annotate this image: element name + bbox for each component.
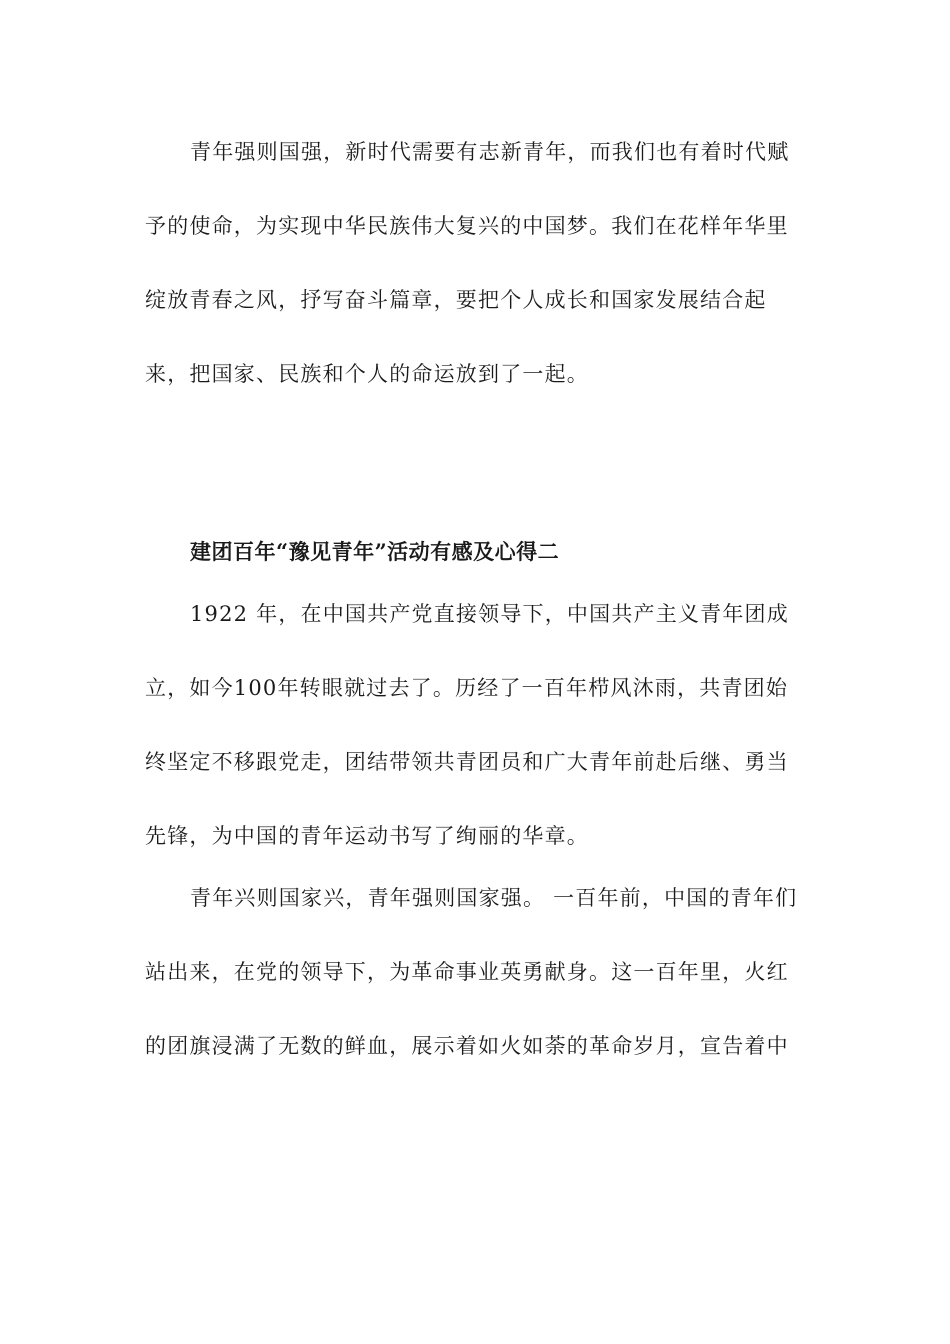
paragraph-line: 予的使命，为实现中华民族伟大复兴的中国梦。我们在花样年华里 — [145, 214, 789, 238]
paragraph-line: 青年兴则国家兴，青年强则国家强。 一百年前，中国的青年们 — [190, 886, 798, 910]
paragraph-line: 先锋，为中国的青年运动书写了绚丽的华章。 — [145, 824, 589, 848]
paragraph-line: 终坚定不移跟党走，团结带领共青团员和广大青年前赴后继、勇当 — [145, 750, 789, 774]
paragraph-line: 绽放青春之风，抒写奋斗篇章，要把个人成长和国家发展结合起 — [145, 288, 767, 312]
paragraph-line: 1922 年，在中国共产党直接领导下，中国共产主义青年团成 — [190, 602, 789, 626]
paragraph-line: 立，如今100年转眼就过去了。历经了一百年栉风沐雨，共青团始 — [145, 676, 789, 700]
section-heading: 建团百年“豫见青年”活动有感及心得二 — [190, 539, 560, 564]
paragraph-line: 站出来，在党的领导下，为革命事业英勇献身。这一百年里，火红 — [145, 960, 789, 984]
paragraph-line: 的团旗浸满了无数的鲜血，展示着如火如荼的革命岁月，宣告着中 — [145, 1034, 789, 1058]
paragraph-line: 青年强则国强，新时代需要有志新青年，而我们也有着时代赋 — [190, 140, 790, 164]
paragraph-line: 来，把国家、民族和个人的命运放到了一起。 — [145, 362, 589, 386]
